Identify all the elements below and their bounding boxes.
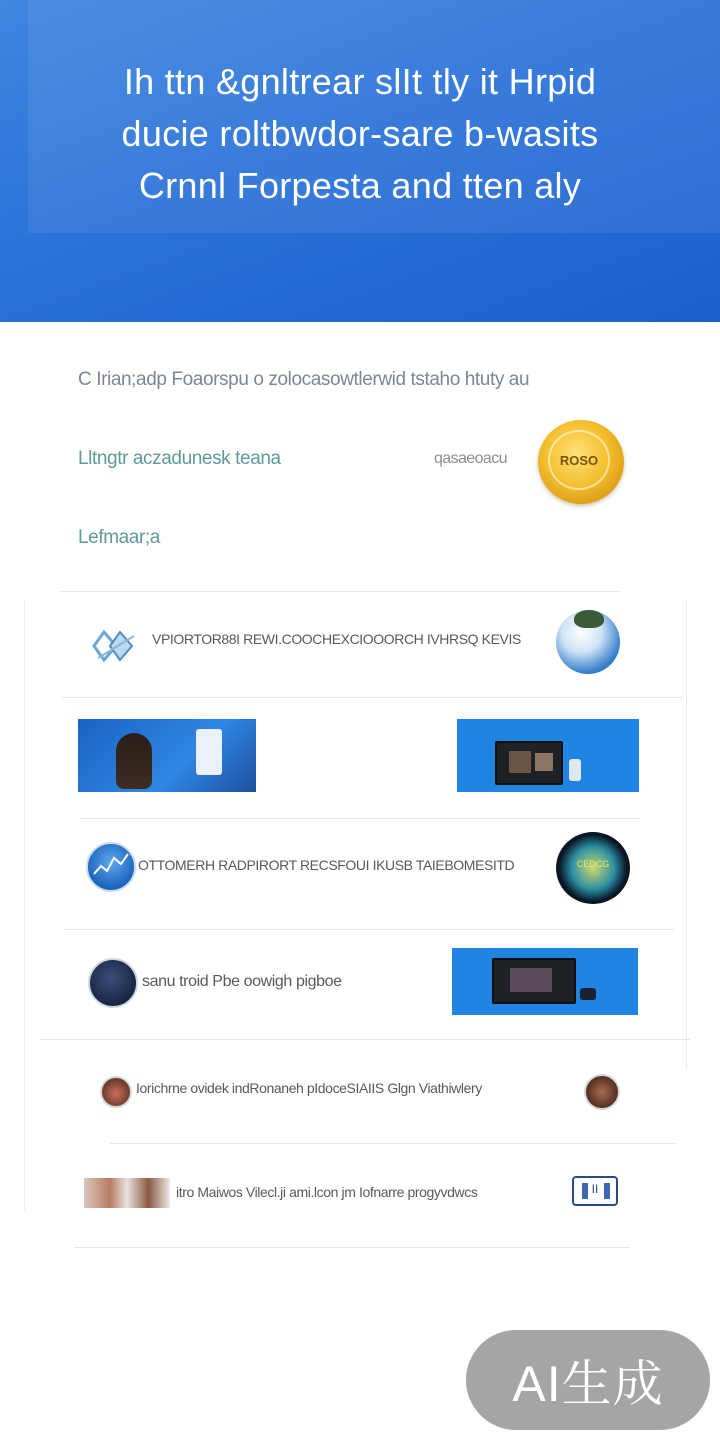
person-figure [116, 733, 152, 789]
divider [80, 818, 640, 819]
monitor-card [452, 948, 638, 1015]
globe-icon [556, 610, 620, 674]
monitor-image [492, 958, 576, 1004]
row-1-text: VPIORTOR88I REWI.COOCHEXCIOOORCH IVHRSQ KEVIS [152, 631, 521, 647]
diamond-glyph-icon [90, 628, 142, 666]
row-4-text: sanu troid Pbe oowigh pigboe [142, 973, 342, 990]
chart-icon [86, 842, 136, 892]
brand-badge-icon [88, 958, 138, 1008]
document-icon [572, 1176, 618, 1206]
divider [110, 1143, 676, 1144]
bottle-image [569, 759, 581, 781]
hero-title [0, 56, 720, 212]
avatar [584, 1074, 620, 1110]
hero-banner [0, 0, 720, 322]
speaker-image [580, 988, 596, 1000]
divider [62, 697, 682, 698]
divider [74, 1247, 630, 1248]
frame-line-right [686, 600, 687, 1070]
ai-generated-watermark: AI生成 [466, 1330, 710, 1430]
divider [64, 929, 674, 930]
photo-card-left [78, 719, 256, 792]
row-6-text: itro Maiwos Vilecl.ji ami.lcon jm Iofnarre progyvdwcs [176, 1184, 478, 1200]
row-3-text: OTTOMERH RADPIRORT RECSFOUI IKUSB TAIEBOMESITD [138, 857, 515, 873]
paper-figure [196, 729, 222, 775]
badge-label: qasaeoacu [434, 450, 507, 467]
avatar [100, 1076, 132, 1108]
hero-title-line-1: Ih ttn &gnltrear slIt tly it Hrpid [123, 61, 597, 102]
divider [40, 1039, 690, 1040]
seal-ring-text: CEDCG [576, 859, 610, 869]
gold-seal-icon [538, 420, 624, 504]
hero-title-line-3: Crnnl Forpesta and tten aly [138, 165, 582, 206]
photo-card-right [457, 719, 639, 792]
people-photo [84, 1178, 170, 1208]
gold-seal-text: ROSO [548, 430, 610, 490]
document-icon-text: II [591, 1182, 599, 1196]
seal-ring-icon [556, 832, 630, 904]
row-5-text: Iorichrne ovidek indRonaneh pIdoceSIAIIS Glgn Viathiwlery [136, 1080, 482, 1096]
intro-line-1: C Irian;adp Foaorspu o zolocasowtlerwid tstaho htuty au [78, 369, 530, 390]
frame-line-left [24, 600, 25, 1210]
globe-tree [574, 610, 604, 628]
divider [60, 591, 620, 592]
intro-line-3: Lefmaar;a [78, 527, 160, 548]
hero-title-line-2: ducie roltbwdor-sare b-wasits [121, 113, 599, 154]
monitor-image [495, 741, 563, 785]
intro-line-2: Lltngtr aczadunesk teana [78, 448, 281, 469]
